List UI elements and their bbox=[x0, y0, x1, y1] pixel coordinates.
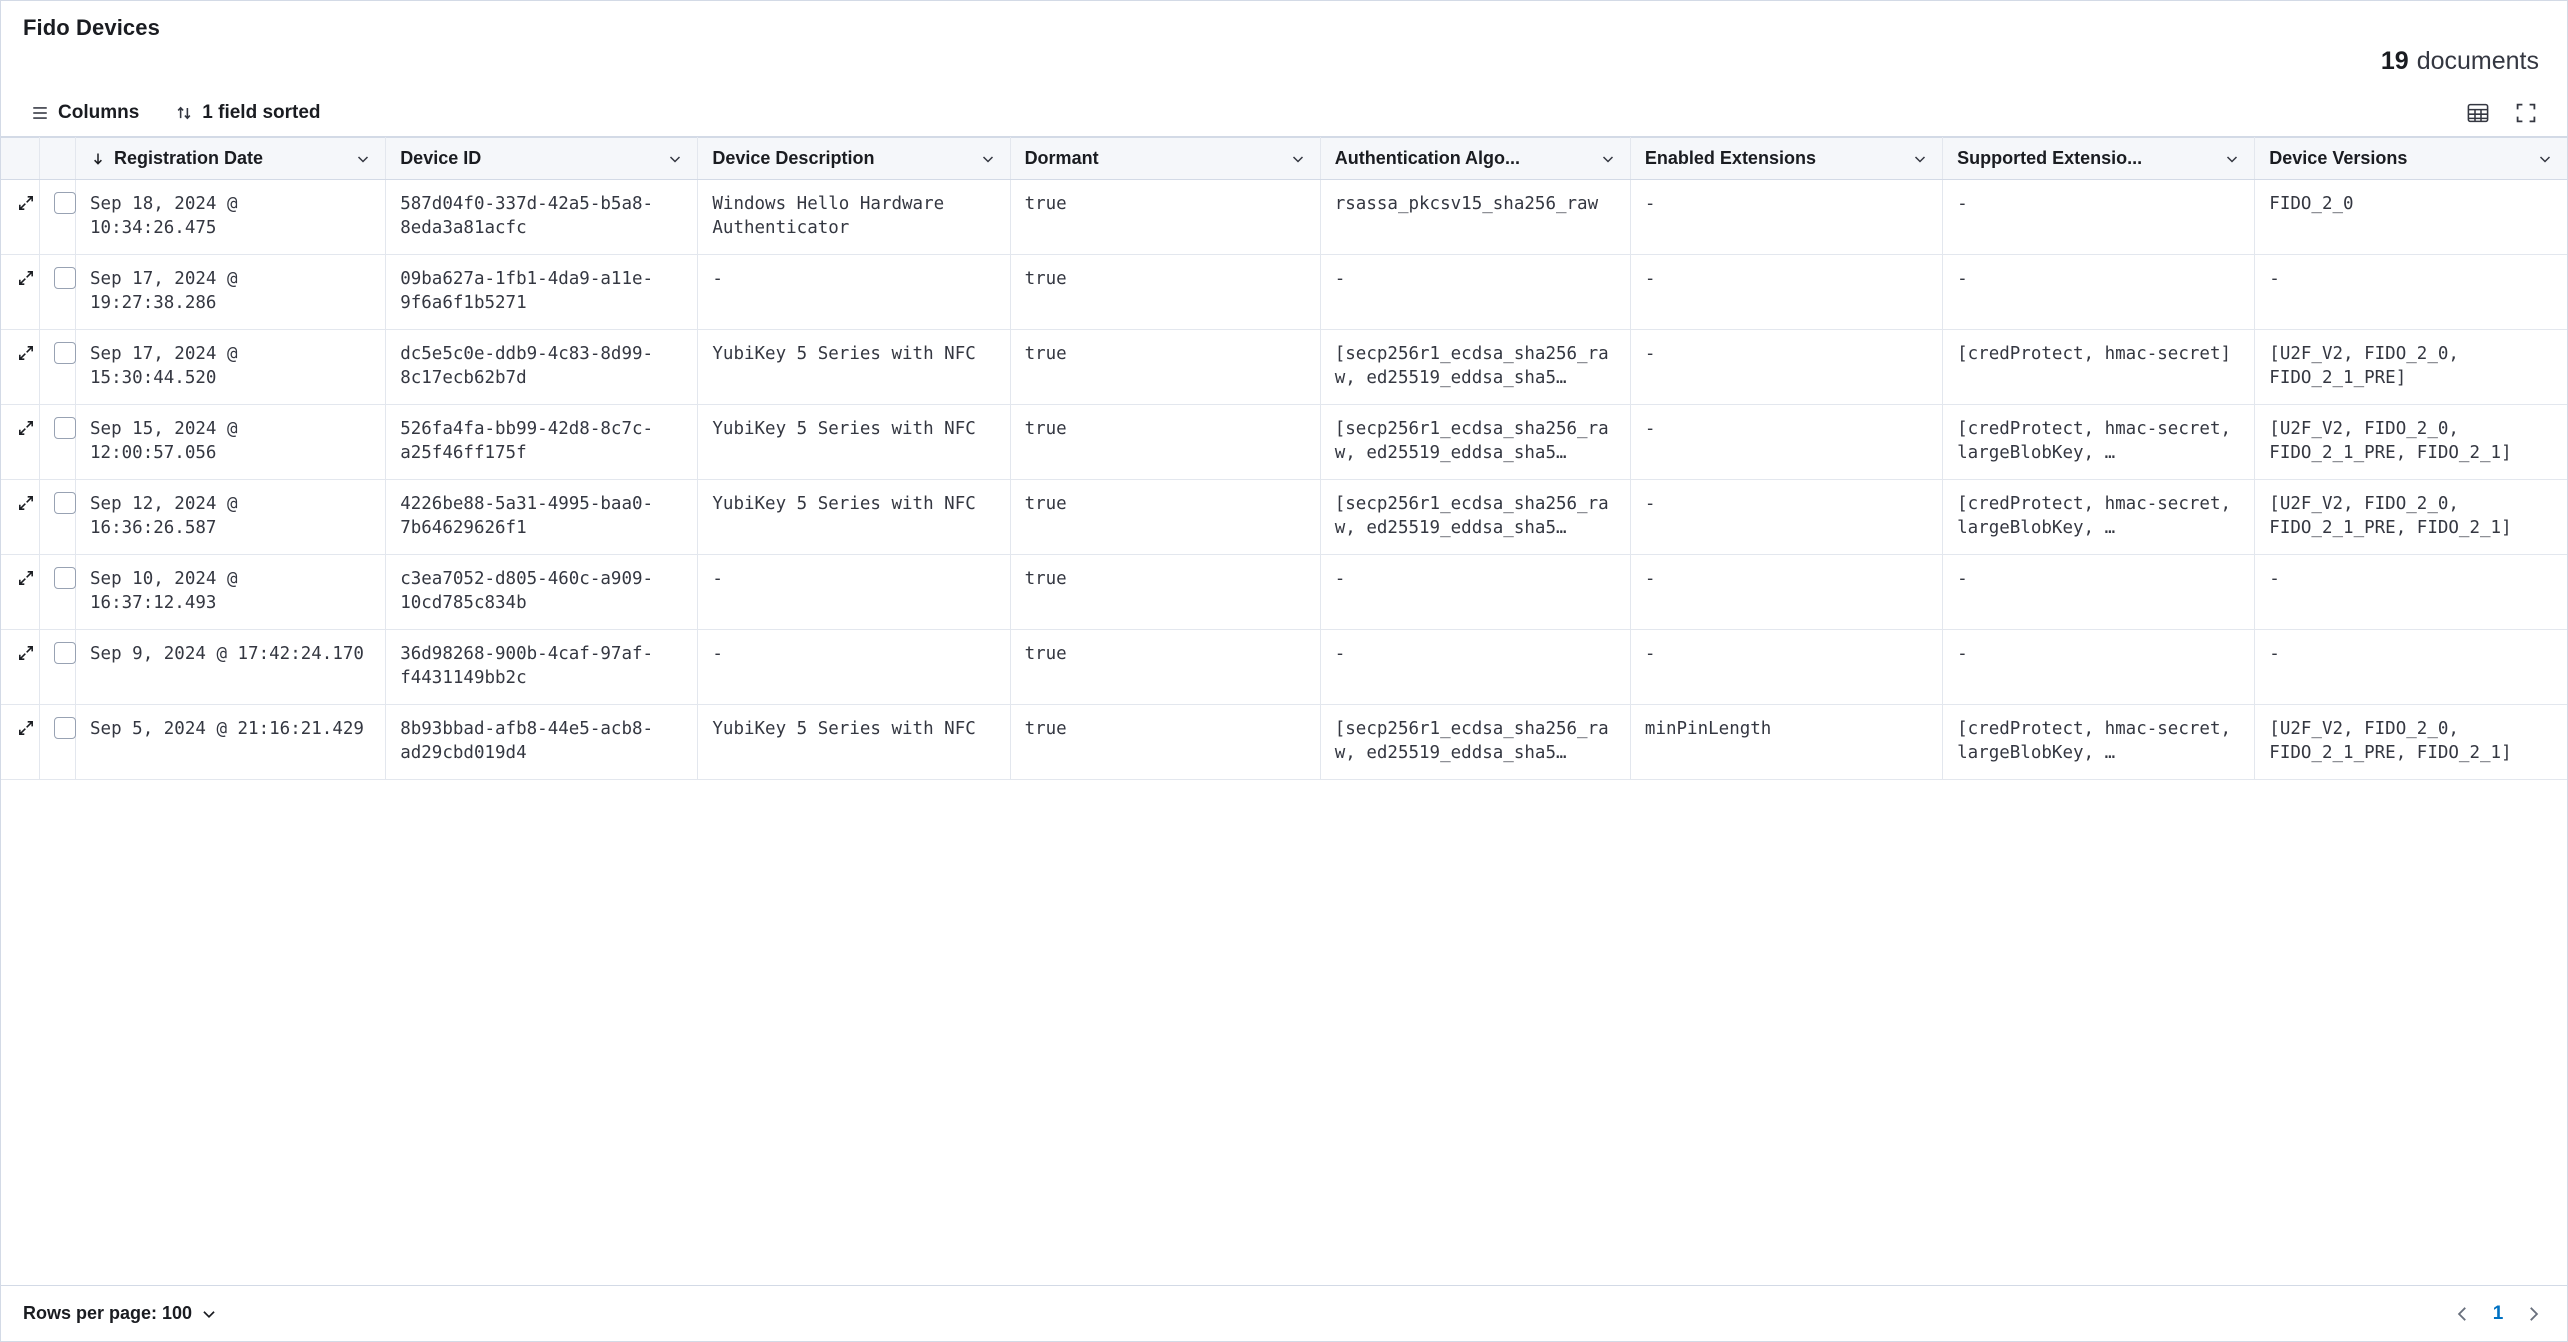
chevron-down-icon[interactable] bbox=[2224, 151, 2240, 167]
panel-header bbox=[1, 1, 2567, 47]
cell-device-versions: - bbox=[2255, 630, 2567, 705]
table-row bbox=[1, 180, 2567, 255]
rows-per-page-selector[interactable] bbox=[23, 1303, 218, 1324]
cell-enabled-extensions: - bbox=[1630, 330, 1942, 405]
column-header-label: Supported Extensio... bbox=[1957, 148, 2143, 168]
cell-authentication-algorithms: - bbox=[1320, 255, 1630, 330]
cell-enabled-extensions: minPinLength bbox=[1630, 705, 1942, 780]
chevron-down-icon[interactable] bbox=[2537, 151, 2553, 167]
cell-registration-date: Sep 15, 2024 @ 12:00:57.056 bbox=[76, 405, 386, 480]
cell-dormant: true bbox=[1010, 180, 1320, 255]
fido-devices-table bbox=[1, 137, 2567, 780]
cell-dormant: true bbox=[1010, 555, 1320, 630]
cell-device-id: 4226be88-5a31-4995-baa0-7b64629626f1 bbox=[386, 480, 698, 555]
chevron-down-icon[interactable] bbox=[355, 151, 371, 167]
cell-device-description: YubiKey 5 Series with NFC bbox=[698, 705, 1010, 780]
expand-column-header bbox=[1, 138, 39, 180]
cell-authentication-algorithms: [secp256r1_ecdsa_sha256_raw, ed25519_eddsa_sha5… bbox=[1320, 330, 1630, 405]
cell-device-versions: [U2F_V2, FIDO_2_0, FIDO_2_1_PRE, FIDO_2_1] bbox=[2255, 705, 2567, 780]
chevron-down-icon[interactable] bbox=[980, 151, 996, 167]
cell-registration-date: Sep 18, 2024 @ 10:34:26.475 bbox=[76, 180, 386, 255]
cell-enabled-extensions: - bbox=[1630, 405, 1942, 480]
cell-supported-extensions: - bbox=[1943, 555, 2255, 630]
row-checkbox[interactable] bbox=[54, 567, 76, 589]
expand-cell[interactable] bbox=[1, 630, 39, 705]
expand-row-icon[interactable] bbox=[15, 642, 37, 664]
chevron-down-icon[interactable] bbox=[1912, 151, 1928, 167]
column-header-enabled-extensions[interactable] bbox=[1630, 138, 1942, 180]
cell-device-description: YubiKey 5 Series with NFC bbox=[698, 405, 1010, 480]
cell-supported-extensions: - bbox=[1943, 180, 2255, 255]
cell-supported-extensions: - bbox=[1943, 630, 2255, 705]
row-checkbox[interactable] bbox=[54, 642, 76, 664]
table-row bbox=[1, 630, 2567, 705]
cell-device-versions: - bbox=[2255, 555, 2567, 630]
cell-authentication-algorithms: [secp256r1_ecdsa_sha256_raw, ed25519_eddsa_sha5… bbox=[1320, 405, 1630, 480]
column-header-device-versions[interactable] bbox=[2255, 138, 2567, 180]
sort-button[interactable] bbox=[167, 98, 328, 128]
cell-dormant: true bbox=[1010, 255, 1320, 330]
column-header-label: Registration Date bbox=[114, 148, 264, 168]
data-grid bbox=[1, 137, 2567, 1285]
expand-row-icon[interactable] bbox=[15, 717, 37, 739]
cell-device-versions: FIDO_2_0 bbox=[2255, 180, 2567, 255]
table-row bbox=[1, 330, 2567, 405]
chevron-down-icon[interactable] bbox=[1600, 151, 1616, 167]
cell-dormant: true bbox=[1010, 405, 1320, 480]
document-count bbox=[1, 47, 2567, 89]
cell-authentication-algorithms: - bbox=[1320, 630, 1630, 705]
expand-row-icon[interactable] bbox=[15, 267, 37, 289]
cell-registration-date: Sep 17, 2024 @ 15:30:44.520 bbox=[76, 330, 386, 405]
page-number-1[interactable]: 1 bbox=[2492, 1302, 2504, 1324]
cell-device-id: c3ea7052-d805-460c-a909-10cd785c834b bbox=[386, 555, 698, 630]
previous-page-button[interactable] bbox=[2451, 1302, 2475, 1326]
cell-supported-extensions: [credProtect, hmac-secret] bbox=[1943, 330, 2255, 405]
row-select-cell[interactable] bbox=[39, 405, 75, 480]
table-row bbox=[1, 480, 2567, 555]
expand-row-icon[interactable] bbox=[15, 417, 37, 439]
cell-device-id: 526fa4fa-bb99-42d8-8c7c-a25f46ff175f bbox=[386, 405, 698, 480]
columns-button[interactable] bbox=[23, 98, 147, 128]
table-row bbox=[1, 255, 2567, 330]
cell-dormant: true bbox=[1010, 630, 1320, 705]
column-header-label: Enabled Extensions bbox=[1644, 148, 1816, 168]
expand-row-icon[interactable] bbox=[15, 567, 37, 589]
cell-device-description: Windows Hello Hardware Authenticator bbox=[698, 180, 1010, 255]
row-select-cell[interactable] bbox=[39, 255, 75, 330]
column-header-device-description[interactable] bbox=[698, 138, 1010, 180]
cell-authentication-algorithms: rsassa_pkcsv15_sha256_raw bbox=[1320, 180, 1630, 255]
cell-device-id: dc5e5c0e-ddb9-4c83-8d99-8c17ecb62b7d bbox=[386, 330, 698, 405]
document-count-number: 19 bbox=[2380, 47, 2409, 75]
cell-authentication-algorithms: [secp256r1_ecdsa_sha256_raw, ed25519_eddsa_sha5… bbox=[1320, 705, 1630, 780]
cell-enabled-extensions: - bbox=[1630, 630, 1942, 705]
cell-device-versions: - bbox=[2255, 255, 2567, 330]
expand-cell[interactable] bbox=[1, 555, 39, 630]
expand-row-icon[interactable] bbox=[15, 492, 37, 514]
rows-per-page-label: Rows per page: 100 bbox=[23, 1303, 193, 1323]
expand-cell[interactable] bbox=[1, 480, 39, 555]
column-header-label: Device ID bbox=[400, 148, 482, 168]
row-checkbox[interactable] bbox=[54, 192, 76, 214]
row-select-cell[interactable] bbox=[39, 180, 75, 255]
cell-enabled-extensions: - bbox=[1630, 180, 1942, 255]
column-header-device-id[interactable] bbox=[386, 138, 698, 180]
row-select-cell[interactable] bbox=[39, 705, 75, 780]
column-header-dormant[interactable] bbox=[1010, 138, 1320, 180]
cell-dormant: true bbox=[1010, 705, 1320, 780]
table-row bbox=[1, 705, 2567, 780]
row-checkbox[interactable] bbox=[54, 492, 76, 514]
grid-toolbar bbox=[1, 89, 2567, 137]
chevron-down-icon[interactable] bbox=[1290, 151, 1306, 167]
row-checkbox[interactable] bbox=[54, 267, 76, 289]
pagination bbox=[2451, 1302, 2545, 1326]
table-body bbox=[1, 180, 2567, 780]
row-select-cell[interactable] bbox=[39, 480, 75, 555]
table-row bbox=[1, 555, 2567, 630]
cell-supported-extensions: [credProtect, hmac-secret, largeBlobKey, … bbox=[1943, 480, 2255, 555]
cell-enabled-extensions: - bbox=[1630, 480, 1942, 555]
cell-device-description: - bbox=[698, 555, 1010, 630]
sort-button-label: 1 field sorted bbox=[202, 101, 321, 123]
expand-cell[interactable] bbox=[1, 180, 39, 255]
page-title: Fido Devices bbox=[23, 15, 160, 40]
table-row bbox=[1, 405, 2567, 480]
table-header-row bbox=[1, 138, 2567, 180]
cell-device-versions: [U2F_V2, FIDO_2_0, FIDO_2_1_PRE] bbox=[2255, 330, 2567, 405]
chevron-down-icon bbox=[200, 1305, 218, 1323]
cell-registration-date: Sep 17, 2024 @ 19:27:38.286 bbox=[76, 255, 386, 330]
cell-device-id: 09ba627a-1fb1-4da9-a11e-9f6a6f1b5271 bbox=[386, 255, 698, 330]
next-page-button[interactable] bbox=[2521, 1302, 2545, 1326]
cell-device-versions: [U2F_V2, FIDO_2_0, FIDO_2_1_PRE, FIDO_2_1] bbox=[2255, 405, 2567, 480]
cell-registration-date: Sep 12, 2024 @ 16:36:26.587 bbox=[76, 480, 386, 555]
cell-device-id: 36d98268-900b-4caf-97af-f4431149bb2c bbox=[386, 630, 698, 705]
cell-enabled-extensions: - bbox=[1630, 555, 1942, 630]
row-select-cell[interactable] bbox=[39, 330, 75, 405]
cell-device-description: - bbox=[698, 255, 1010, 330]
column-header-label: Authentication Algo... bbox=[1334, 148, 1521, 168]
select-all-column-header[interactable] bbox=[39, 138, 75, 180]
document-count-label: documents bbox=[2416, 47, 2539, 75]
expand-row-icon[interactable] bbox=[15, 192, 37, 214]
column-header-label: Dormant bbox=[1024, 148, 1099, 168]
cell-enabled-extensions: - bbox=[1630, 255, 1942, 330]
expand-cell[interactable] bbox=[1, 705, 39, 780]
toolbar-right-actions bbox=[2465, 100, 2545, 126]
column-header-label: Device Versions bbox=[2269, 148, 2408, 168]
cell-registration-date: Sep 5, 2024 @ 21:16:21.429 bbox=[76, 705, 386, 780]
expand-cell[interactable] bbox=[1, 255, 39, 330]
cell-supported-extensions: [credProtect, hmac-secret, largeBlobKey, … bbox=[1943, 705, 2255, 780]
row-checkbox[interactable] bbox=[54, 717, 76, 739]
cell-authentication-algorithms: - bbox=[1320, 555, 1630, 630]
columns-icon bbox=[31, 104, 49, 122]
cell-supported-extensions: [credProtect, hmac-secret, largeBlobKey, … bbox=[1943, 405, 2255, 480]
row-checkbox[interactable] bbox=[54, 417, 76, 439]
cell-device-id: 587d04f0-337d-42a5-b5a8-8eda3a81acfc bbox=[386, 180, 698, 255]
row-select-cell[interactable] bbox=[39, 555, 75, 630]
grid-footer bbox=[1, 1285, 2567, 1341]
density-icon[interactable] bbox=[2465, 100, 2491, 126]
chevron-down-icon[interactable] bbox=[667, 151, 683, 167]
column-header-registration-date[interactable] bbox=[76, 138, 386, 180]
column-header-authentication-algorithms[interactable] bbox=[1320, 138, 1630, 180]
expand-row-icon[interactable] bbox=[15, 342, 37, 364]
expand-cell[interactable] bbox=[1, 405, 39, 480]
cell-supported-extensions: - bbox=[1943, 255, 2255, 330]
cell-registration-date: Sep 10, 2024 @ 16:37:12.493 bbox=[76, 555, 386, 630]
columns-button-label: Columns bbox=[58, 101, 140, 123]
cell-device-description: YubiKey 5 Series with NFC bbox=[698, 330, 1010, 405]
cell-authentication-algorithms: [secp256r1_ecdsa_sha256_raw, ed25519_eddsa_sha5… bbox=[1320, 480, 1630, 555]
cell-dormant: true bbox=[1010, 330, 1320, 405]
fullscreen-icon[interactable] bbox=[2513, 100, 2539, 126]
row-select-cell[interactable] bbox=[39, 630, 75, 705]
expand-cell[interactable] bbox=[1, 330, 39, 405]
cell-registration-date: Sep 9, 2024 @ 17:42:24.170 bbox=[76, 630, 386, 705]
column-header-supported-extensions[interactable] bbox=[1943, 138, 2255, 180]
sort-desc-icon bbox=[90, 151, 106, 167]
cell-device-versions: [U2F_V2, FIDO_2_0, FIDO_2_1_PRE, FIDO_2_1] bbox=[2255, 480, 2567, 555]
cell-device-description: YubiKey 5 Series with NFC bbox=[698, 480, 1010, 555]
column-header-label: Device Description bbox=[712, 148, 875, 168]
row-checkbox[interactable] bbox=[54, 342, 76, 364]
cell-dormant: true bbox=[1010, 480, 1320, 555]
sort-icon bbox=[175, 104, 193, 122]
cell-device-id: 8b93bbad-afb8-44e5-acb8-ad29cbd019d4 bbox=[386, 705, 698, 780]
cell-device-description: - bbox=[698, 630, 1010, 705]
table-header bbox=[1, 138, 2567, 180]
